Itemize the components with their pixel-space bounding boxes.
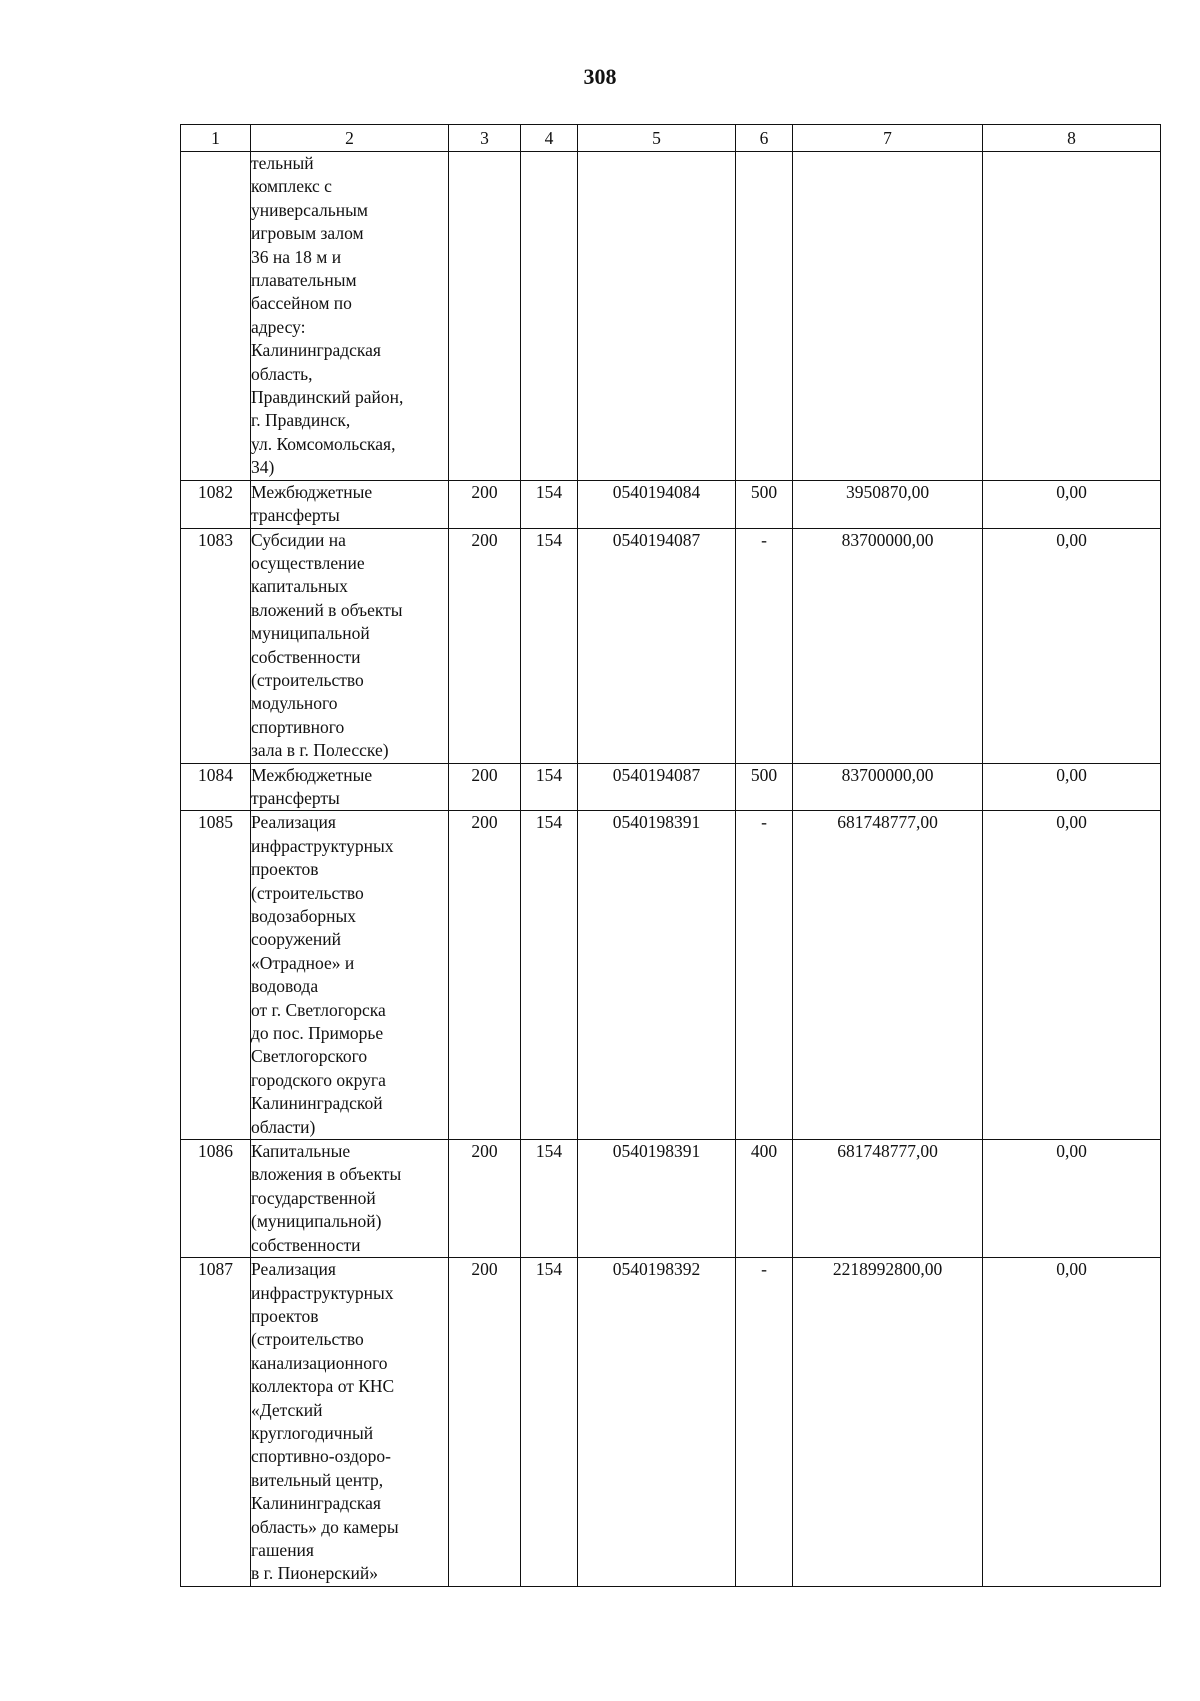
- cell-col-5: 0540198391: [578, 811, 736, 1140]
- header-col-4: 4: [521, 125, 578, 152]
- cell-col-7: 681748777,00: [793, 1140, 983, 1258]
- cell-row-number: 1083: [181, 528, 251, 763]
- header-col-8: 8: [983, 125, 1161, 152]
- header-col-5: 5: [578, 125, 736, 152]
- cell-description: тельный комплекс с универсальным игровым залом 36 на 18 м и плавательным бассейном по адресу: Калининградская область, Правдинский район, г. Правдинск, ул. Комсомольская, 34): [251, 152, 449, 481]
- table-row: [181, 763, 1161, 811]
- cell-col-4: 154: [521, 763, 578, 811]
- cell-col-6: [736, 152, 793, 481]
- cell-col-8: 0,00: [983, 1258, 1161, 1587]
- page-number: 308: [583, 64, 617, 89]
- table-row: [181, 1258, 1161, 1587]
- cell-col-6: 400: [736, 1140, 793, 1258]
- cell-col-3: 200: [449, 811, 521, 1140]
- cell-col-6: 500: [736, 763, 793, 811]
- cell-row-number: 1084: [181, 763, 251, 811]
- cell-col-8: 0,00: [983, 480, 1161, 528]
- table-row: [181, 480, 1161, 528]
- cell-col-4: 154: [521, 811, 578, 1140]
- cell-col-5: 0540194084: [578, 480, 736, 528]
- header-col-6: 6: [736, 125, 793, 152]
- cell-col-3: 200: [449, 763, 521, 811]
- cell-col-3: 200: [449, 480, 521, 528]
- cell-col-3: 200: [449, 1258, 521, 1587]
- cell-col-7: 681748777,00: [793, 811, 983, 1140]
- cell-col-8: 0,00: [983, 763, 1161, 811]
- header-col-7: 7: [793, 125, 983, 152]
- cell-description: Межбюджетные трансферты: [251, 480, 449, 528]
- cell-col-3: [449, 152, 521, 481]
- cell-col-4: 154: [521, 1140, 578, 1258]
- cell-col-8: 0,00: [983, 811, 1161, 1140]
- cell-description: Межбюджетные трансферты: [251, 763, 449, 811]
- cell-col-5: 0540198392: [578, 1258, 736, 1587]
- cell-col-4: [521, 152, 578, 481]
- cell-col-7: 83700000,00: [793, 763, 983, 811]
- header-col-1: 1: [181, 125, 251, 152]
- cell-col-6: -: [736, 1258, 793, 1587]
- cell-col-6: 500: [736, 480, 793, 528]
- table-body: [181, 152, 1161, 1587]
- cell-col-7: [793, 152, 983, 481]
- cell-row-number: [181, 152, 251, 481]
- table-row: [181, 811, 1161, 1140]
- table-row: [181, 1140, 1161, 1258]
- cell-col-4: 154: [521, 528, 578, 763]
- header-col-2: 2: [251, 125, 449, 152]
- cell-description: Реализация инфраструктурных проектов (строительство водозаборных сооружений «Отрадное» и водовода от г. Светлогорска до пос. Приморье Светлогорского городского округа Калининградской области): [251, 811, 449, 1140]
- cell-col-4: 154: [521, 480, 578, 528]
- cell-col-3: 200: [449, 1140, 521, 1258]
- cell-row-number: 1087: [181, 1258, 251, 1587]
- table-header-row: [181, 125, 1161, 152]
- table-row: [181, 152, 1161, 481]
- cell-col-8: [983, 152, 1161, 481]
- cell-description: Капитальные вложения в объекты государственной (муниципальной) собственности: [251, 1140, 449, 1258]
- cell-col-8: 0,00: [983, 528, 1161, 763]
- cell-col-5: 0540194087: [578, 763, 736, 811]
- cell-row-number: 1085: [181, 811, 251, 1140]
- cell-row-number: 1086: [181, 1140, 251, 1258]
- cell-col-3: 200: [449, 528, 521, 763]
- cell-col-7: 83700000,00: [793, 528, 983, 763]
- budget-table: [180, 124, 1161, 1587]
- cell-row-number: 1082: [181, 480, 251, 528]
- cell-col-5: 0540198391: [578, 1140, 736, 1258]
- cell-description: Субсидии на осуществление капитальных вложений в объекты муниципальной собственности (строительство модульного спортивного зала в г. Полесске): [251, 528, 449, 763]
- cell-col-7: 3950870,00: [793, 480, 983, 528]
- cell-col-4: 154: [521, 1258, 578, 1587]
- cell-description: Реализация инфраструктурных проектов (строительство канализационного коллектора от КНС «Детский круглогодичный спортивно-оздоро- вительный центр, Калининградская область» до камеры гашения в г. Пионерский»: [251, 1258, 449, 1587]
- cell-col-8: 0,00: [983, 1140, 1161, 1258]
- cell-col-5: 0540194087: [578, 528, 736, 763]
- cell-col-5: [578, 152, 736, 481]
- cell-col-7: 2218992800,00: [793, 1258, 983, 1587]
- header-col-3: 3: [449, 125, 521, 152]
- cell-col-6: -: [736, 528, 793, 763]
- table-row: [181, 528, 1161, 763]
- cell-col-6: -: [736, 811, 793, 1140]
